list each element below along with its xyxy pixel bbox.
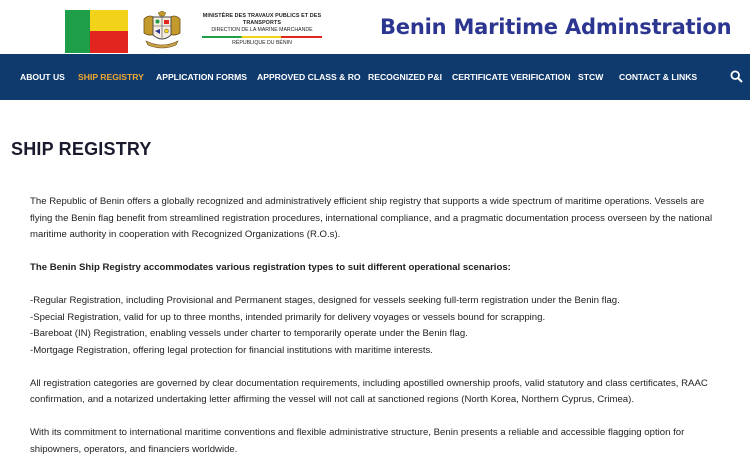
nav-item-approved-class-ro[interactable]: APPROVED CLASS & RO [257,72,361,82]
registration-types-list [30,293,720,359]
list-item: -Special Registration, valid for up to three months, intended primarily for delivery voyages or vessels bound for scrapping. [30,311,546,323]
search-icon[interactable] [730,70,743,83]
nav-item-application-forms[interactable]: APPLICATION FORMS [156,72,248,82]
flag-yellow-band [90,10,128,31]
list-item: -Regular Registration, including Provisional and Permanent stages, designed for vessels seeking full-term registration under the Benin flag. [30,295,620,306]
list-item: -Mortgage Registration, offering legal protection for financial institutions with maritime interests. [30,344,433,356]
republic-name: RÉPUBLIQUE DU BÉNIN [232,40,292,46]
nav-item-certificate-verification[interactable]: CERTIFICATE VERIFICATION [452,72,571,82]
coat-of-arms-icon [140,11,184,51]
ministry-direction: DIRECTION DE LA MARINE MARCHANDE [211,27,313,33]
tricolor-divider [202,36,322,38]
requirements-paragraph: All registration categories are governed by clear documentation requirements, including apostilled ownership proofs, valid statutory and class certificates, RAAC confirmation, and a notarized undertaking letter affirming the vessel will not call at sanctioned regions (North Korea, Northern Cyprus, Crimea). [30,377,708,405]
flag-red-band [90,31,128,53]
types-heading: The Benin Ship Registry accommodates various registration types to suit different operational scenarios: [30,262,511,273]
ministry-name: MINISTÈRE DES TRAVAUX PUBLICS ET DES TRANSPORTS [202,13,322,26]
nav-item-stcw[interactable]: STCW [578,72,604,82]
site-title[interactable]: Benin Maritime Adminstration [380,15,732,39]
nav-item-about-us[interactable]: ABOUT US [20,72,65,82]
benin-flag [65,10,128,53]
ministry-block [188,13,336,47]
site-header [0,0,750,54]
intro-paragraph: The Republic of Benin offers a globally recognized and administratively efficient ship registry that supports a wide spectrum of maritime operations. Vessels are flying the Benin flag benefit from streamlined registration procedures, international compliance, and a pragmatic documentation process overseen by the national maritime authority in cooperation with Recognized Organizations (R.O.s). [30,196,713,240]
nav-item-contact-links[interactable]: CONTACT & LINKS [619,72,698,82]
list-item: -Bareboat (IN) Registration, enabling vessels under charter to temporarily operate under the Benin flag. [30,328,468,339]
closing-paragraph: With its commitment to international maritime conventions and flexible administrative structure, Benin presents a reliable and accessible flagging option for shipowners, operators, and financiers worldwide. [30,427,685,455]
main-nav [0,54,750,100]
nav-item-ship-registry[interactable]: SHIP REGISTRY [78,72,144,82]
nav-item-recognized-pi[interactable]: RECOGNIZED P&I [368,72,443,82]
page-title: SHIP REGISTRY [11,139,152,159]
flag-green-band [65,10,90,53]
main-content [30,194,720,459]
